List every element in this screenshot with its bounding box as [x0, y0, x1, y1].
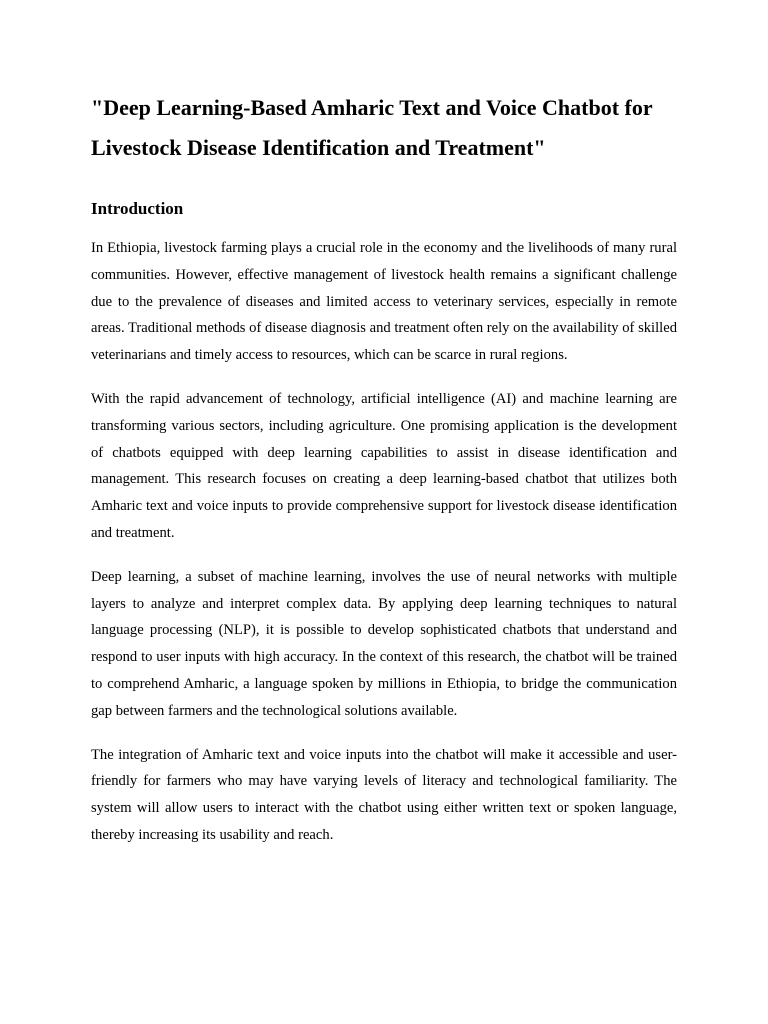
paragraph-4: The integration of Amharic text and voice inputs into the chatbot will make it accessible and user-friendly for farmers who may have varying levels of literacy and technological familiarity. The system will allow users to interact with the chatbot using either written text or spoken language, thereby increasing its usability and reach.	[91, 746, 677, 843]
document-page	[91, 88, 677, 866]
paragraph-2: With the rapid advancement of technology, artificial intelligence (AI) and machine learning are transforming various sectors, including agriculture. One promising application is the development of chatbots equipped with deep learning capabilities to assist in disease identification and management. This research focuses on creating a deep learning-based chatbot that utilizes both Amharic text and voice inputs to provide comprehensive support for livestock disease identification and treatment.	[91, 390, 677, 541]
paragraph-3: Deep learning, a subset of machine learning, involves the use of neural networks with multiple layers to analyze and interpret complex data. By applying deep learning techniques to natural language processing (NLP), it is possible to develop sophisticated chatbots that understand and respond to user inputs with high accuracy. In the context of this research, the chatbot will be trained to comprehend Amharic, a language spoken by millions in Ethiopia, to bridge the communication gap between farmers and the technological solutions available.	[91, 568, 677, 719]
paragraph-1: In Ethiopia, livestock farming plays a crucial role in the economy and the livelihoods of many rural communities. However, effective management of livestock health remains a significant challenge due to the prevalence of diseases and limited access to veterinary services, especially in remote areas. Traditional methods of disease diagnosis and treatment often rely on the availability of skilled veterinarians and timely access to resources, which can be scarce in rural regions.	[91, 240, 677, 364]
document-title: "Deep Learning-Based Amharic Text and Voice Chatbot for Livestock Disease Identification and Treatment"	[91, 95, 653, 160]
section-heading-introduction: Introduction	[91, 199, 184, 218]
